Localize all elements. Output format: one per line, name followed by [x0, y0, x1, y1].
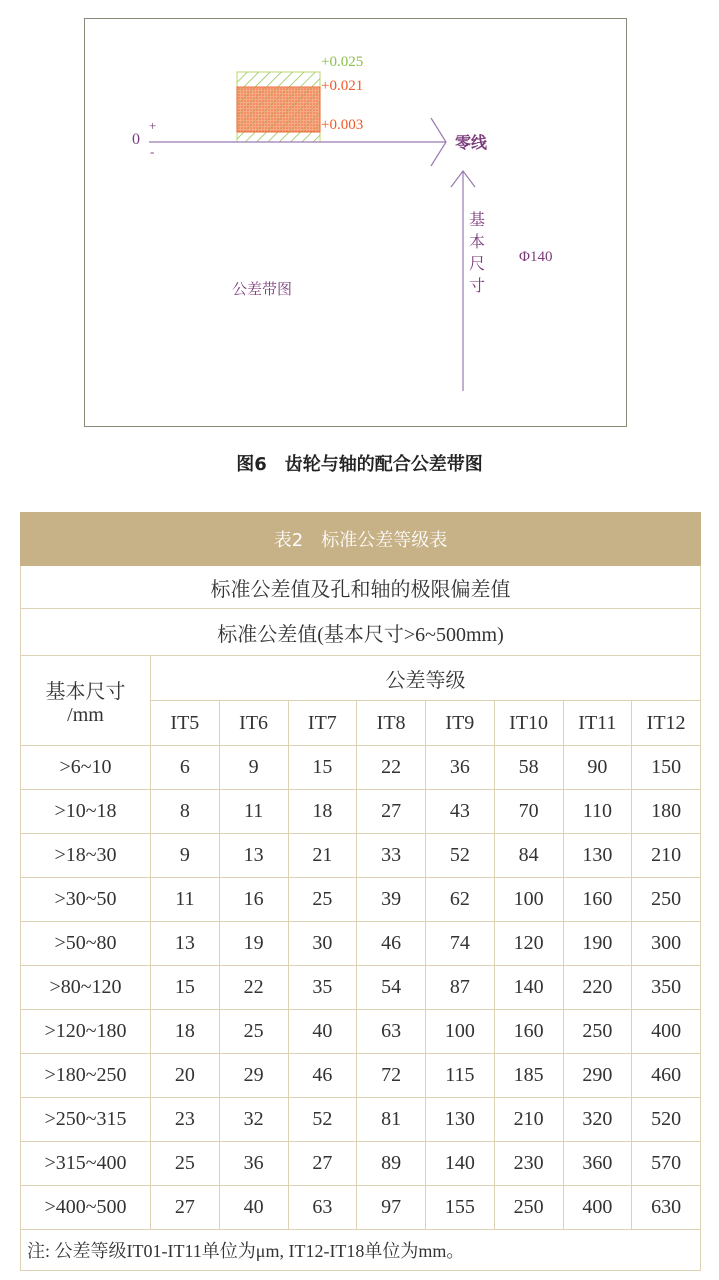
table-row	[21, 1098, 701, 1142]
tolerance-cell: 36	[426, 746, 495, 790]
tolerance-cell: 160	[563, 878, 632, 922]
minus-sign: -	[150, 144, 155, 159]
figure-caption: 图6 齿轮与轴的配合公差带图	[236, 454, 483, 475]
size-range-cell: >120~180	[21, 1010, 151, 1054]
tolerance-cell: 140	[494, 966, 563, 1010]
tolerance-cell: 100	[494, 878, 563, 922]
size-range-cell: >50~80	[21, 922, 151, 966]
tolerance-cell: 40	[219, 1186, 288, 1230]
basic-size-label: 基本尺寸	[469, 210, 486, 295]
diameter-label: Φ140	[519, 249, 553, 265]
tolerance-cell: 630	[632, 1186, 701, 1230]
table-row	[21, 922, 701, 966]
size-range-cell: >30~50	[21, 878, 151, 922]
tolerance-cell: 9	[219, 746, 288, 790]
tolerance-cell: 36	[219, 1142, 288, 1186]
tolerance-cell: 54	[357, 966, 426, 1010]
tolerance-cell: 63	[288, 1186, 357, 1230]
diagram-title: 公差带图	[232, 280, 293, 298]
size-range-cell: >180~250	[21, 1054, 151, 1098]
table-row	[21, 790, 701, 834]
table-row	[21, 1186, 701, 1230]
table-row	[21, 746, 701, 790]
tolerance-cell: 520	[632, 1098, 701, 1142]
table-heading-2: 标准公差值(基本尺寸>6~500mm)	[21, 609, 701, 656]
tolerance-cell: 110	[563, 790, 632, 834]
tolerance-cell: 52	[426, 834, 495, 878]
tolerance-cell: 20	[151, 1054, 220, 1098]
lower-limit-red: +0.003	[321, 117, 364, 133]
tolerance-cell: 46	[288, 1054, 357, 1098]
column-header: IT7	[288, 701, 357, 746]
column-header: IT9	[426, 701, 495, 746]
table-note: 注: 公差等级IT01-IT11单位为μm, IT12-IT18单位为mm。	[21, 1230, 701, 1271]
tolerance-cell: 40	[288, 1010, 357, 1054]
tolerance-cell: 27	[357, 790, 426, 834]
tolerance-cell: 290	[563, 1054, 632, 1098]
tolerance-cell: 72	[357, 1054, 426, 1098]
tolerance-cell: 115	[426, 1054, 495, 1098]
tolerance-cell: 210	[632, 834, 701, 878]
tolerance-cell: 84	[494, 834, 563, 878]
size-range-cell: >10~18	[21, 790, 151, 834]
tolerance-cell: 15	[288, 746, 357, 790]
tolerance-cell: 210	[494, 1098, 563, 1142]
tolerance-zone-diagram	[84, 18, 627, 427]
upper-limit-green: +0.025	[321, 54, 364, 70]
table-title: 表2 标准公差等级表	[21, 513, 701, 566]
tolerance-cell: 27	[288, 1142, 357, 1186]
tolerance-cell: 180	[632, 790, 701, 834]
tolerance-cell: 250	[632, 878, 701, 922]
table-row	[21, 834, 701, 878]
size-range-cell: >315~400	[21, 1142, 151, 1186]
tolerance-cell: 140	[426, 1142, 495, 1186]
tolerance-cell: 100	[426, 1010, 495, 1054]
table-row	[21, 1142, 701, 1186]
tolerance-cell: 58	[494, 746, 563, 790]
tolerance-cell: 25	[219, 1010, 288, 1054]
tolerance-cell: 160	[494, 1010, 563, 1054]
tolerance-cell: 43	[426, 790, 495, 834]
tolerance-cell: 87	[426, 966, 495, 1010]
tolerance-cell: 190	[563, 922, 632, 966]
tolerance-cell: 400	[563, 1186, 632, 1230]
tolerance-cell: 19	[219, 922, 288, 966]
tolerance-cell: 460	[632, 1054, 701, 1098]
table-row	[21, 878, 701, 922]
tolerance-cell: 250	[563, 1010, 632, 1054]
plus-sign: +	[149, 118, 157, 133]
standard-tolerance-table	[20, 512, 701, 1271]
tolerance-cell: 74	[426, 922, 495, 966]
tolerance-cell: 23	[151, 1098, 220, 1142]
tolerance-cell: 27	[151, 1186, 220, 1230]
tolerance-cell: 22	[357, 746, 426, 790]
table-row	[21, 1054, 701, 1098]
tolerance-cell: 250	[494, 1186, 563, 1230]
tolerance-cell: 120	[494, 922, 563, 966]
tolerance-cell: 8	[151, 790, 220, 834]
zero-line-label: 零线	[455, 133, 488, 152]
size-range-cell: >80~120	[21, 966, 151, 1010]
tolerance-cell: 52	[288, 1098, 357, 1142]
tolerance-cell: 300	[632, 922, 701, 966]
tolerance-cell: 16	[219, 878, 288, 922]
size-header-unit: /mm	[67, 703, 104, 726]
table-row	[21, 966, 701, 1010]
tolerance-cell: 22	[219, 966, 288, 1010]
column-header: IT5	[151, 701, 220, 746]
tolerance-cell: 25	[151, 1142, 220, 1186]
column-header: IT8	[357, 701, 426, 746]
tolerance-cell: 29	[219, 1054, 288, 1098]
tolerance-cell: 89	[357, 1142, 426, 1186]
size-range-cell: >18~30	[21, 834, 151, 878]
tolerance-cell: 18	[288, 790, 357, 834]
tolerance-cell: 150	[632, 746, 701, 790]
tolerance-cell: 30	[288, 922, 357, 966]
tolerance-cell: 350	[632, 966, 701, 1010]
tolerance-cell: 15	[151, 966, 220, 1010]
tolerance-cell: 360	[563, 1142, 632, 1186]
zero-label: 0	[132, 131, 140, 148]
tolerance-cell: 185	[494, 1054, 563, 1098]
tolerance-cell: 9	[151, 834, 220, 878]
tolerance-cell: 570	[632, 1142, 701, 1186]
tolerance-cell: 35	[288, 966, 357, 1010]
tolerance-cell: 220	[563, 966, 632, 1010]
tolerance-cell: 230	[494, 1142, 563, 1186]
size-header	[21, 656, 151, 746]
tolerance-cell: 62	[426, 878, 495, 922]
tolerance-cell: 130	[563, 834, 632, 878]
tolerance-cell: 81	[357, 1098, 426, 1142]
tolerance-cell: 63	[357, 1010, 426, 1054]
tolerance-cell: 18	[151, 1010, 220, 1054]
tolerance-cell: 90	[563, 746, 632, 790]
column-header: IT12	[632, 701, 701, 746]
tolerance-cell: 11	[151, 878, 220, 922]
tolerance-cell: 39	[357, 878, 426, 922]
tolerance-cell: 155	[426, 1186, 495, 1230]
tolerance-cell: 400	[632, 1010, 701, 1054]
tolerance-cell: 33	[357, 834, 426, 878]
size-range-cell: >6~10	[21, 746, 151, 790]
tolerance-cell: 21	[288, 834, 357, 878]
tolerance-cell: 6	[151, 746, 220, 790]
tolerance-cell: 70	[494, 790, 563, 834]
tolerance-cell: 11	[219, 790, 288, 834]
column-header: IT6	[219, 701, 288, 746]
tolerance-cell: 320	[563, 1098, 632, 1142]
tolerance-cell: 13	[151, 922, 220, 966]
size-range-cell: >400~500	[21, 1186, 151, 1230]
upper-limit-red: +0.021	[321, 78, 364, 94]
tolerance-cell: 97	[357, 1186, 426, 1230]
tolerance-cell: 13	[219, 834, 288, 878]
column-header: IT10	[494, 701, 563, 746]
tolerance-cell: 25	[288, 878, 357, 922]
table-heading-1: 标准公差值及孔和轴的极限偏差值	[21, 566, 701, 609]
grade-header: 公差等级	[151, 656, 701, 701]
tolerance-cell: 46	[357, 922, 426, 966]
tolerance-cell: 130	[426, 1098, 495, 1142]
column-header: IT11	[563, 701, 632, 746]
size-header-label: 基本尺寸	[45, 680, 126, 703]
size-range-cell: >250~315	[21, 1098, 151, 1142]
table-row	[21, 1010, 701, 1054]
tolerance-cell: 32	[219, 1098, 288, 1142]
